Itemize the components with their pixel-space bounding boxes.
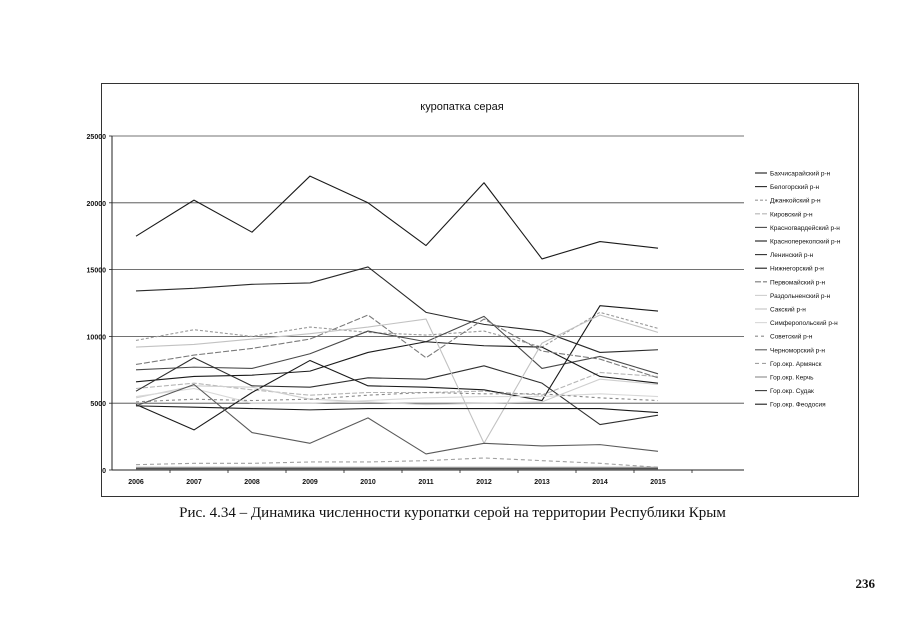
x-tick-label: 2013 — [534, 479, 550, 486]
x-tick-label: 2010 — [360, 479, 376, 486]
x-tick-label: 2014 — [592, 479, 608, 486]
series-line-1 — [136, 176, 658, 259]
legend-entry: Симферопольский р-н — [770, 320, 838, 328]
series-line-6 — [136, 342, 658, 383]
series-lines — [136, 176, 658, 469]
legend-entry: Нижнегорский р-н — [770, 265, 824, 273]
series-line-11 — [136, 315, 658, 443]
chart-title: куропатка серая — [420, 101, 504, 113]
legend-entry: Бахчисарайский р-н — [770, 170, 831, 178]
figure-caption: Рис. 4.34 – Динамика численности куропатки серой на территории Республики Крым — [179, 505, 726, 521]
legend-entry: Советский р-н — [770, 333, 813, 341]
y-tick-label: 25000 — [86, 134, 106, 141]
series-line-3 — [136, 312, 658, 347]
x-tick-label: 2012 — [476, 479, 492, 486]
legend-entry: Красногвардейский р-н — [770, 224, 840, 232]
x-tick-label: 2007 — [186, 479, 202, 486]
legend-entry: Гор.окр. Феодосия — [770, 401, 826, 409]
legend-entry: Черноморский р-н — [770, 347, 825, 355]
legend-entry: Сакский р-н — [770, 306, 806, 314]
legend-entry: Гор.окр. Армянск — [770, 360, 822, 368]
series-line-7 — [136, 358, 658, 425]
legend-entry: Красноперекопский р-н — [770, 238, 841, 246]
y-tick-label: 5000 — [90, 401, 106, 409]
gridlines — [112, 136, 744, 403]
legend-entry: Белогорский р-н — [770, 184, 820, 192]
x-tick-label: 2009 — [302, 479, 318, 486]
legend-entry: Ленинский р-н — [770, 252, 814, 260]
y-tick-label: 15000 — [86, 267, 106, 275]
legend — [755, 170, 841, 409]
page-number: 236 — [855, 576, 875, 591]
legend-entry: Джанкойский р-н — [770, 197, 821, 205]
y-tick-label: 20000 — [86, 200, 106, 208]
series-line-18 — [136, 406, 658, 413]
y-tick-label: 10000 — [86, 334, 106, 342]
legend-entry: Гор.окр. Керчь — [770, 374, 814, 382]
legend-entry: Кировский р-н — [770, 211, 813, 219]
legend-entry: Первомайский р-н — [770, 279, 826, 287]
legend-entry: Раздольненский р-н — [770, 292, 831, 300]
x-tick-label: 2011 — [418, 479, 434, 486]
x-tick-label: 2006 — [128, 479, 144, 486]
x-tick-label: 2015 — [650, 479, 666, 486]
legend-entry: Гор.окр. Судак — [770, 388, 814, 396]
x-tick-label: 2008 — [244, 479, 260, 486]
y-tick-label: 0 — [102, 468, 106, 475]
series-line-15 — [136, 458, 658, 467]
